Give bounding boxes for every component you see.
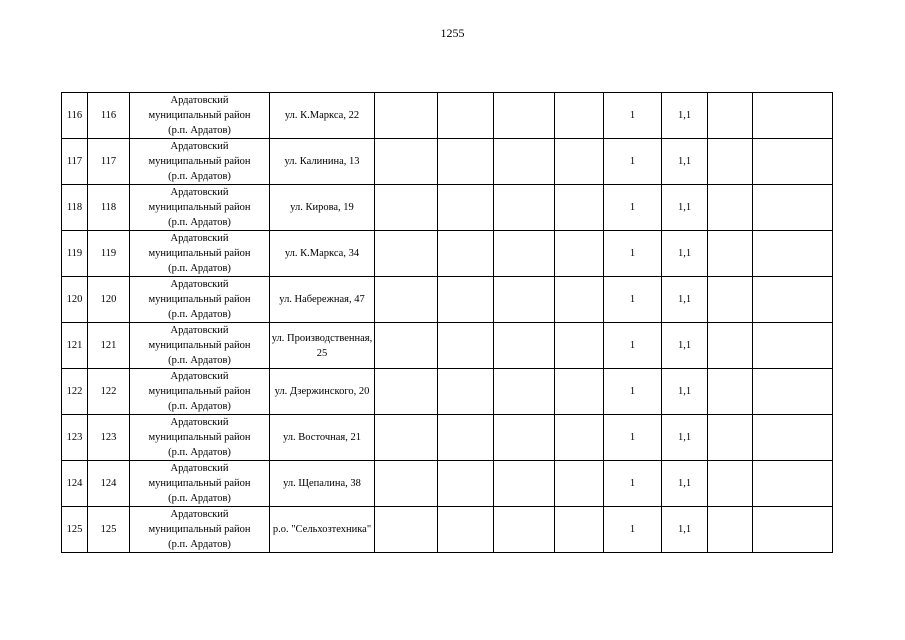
empty-cell: [708, 507, 753, 553]
empty-cell: [555, 369, 604, 415]
district-cell: Ардатовский муниципальный район (р.п. Ардатов): [130, 323, 270, 369]
district-cell: Ардатовский муниципальный район (р.п. Ардатов): [130, 507, 270, 553]
empty-cell: [555, 461, 604, 507]
empty-cell: [555, 231, 604, 277]
record-id: 125: [88, 507, 130, 553]
empty-cell: [438, 139, 494, 185]
empty-cell: [375, 139, 438, 185]
empty-cell: [753, 461, 833, 507]
empty-cell: [494, 323, 555, 369]
record-id: 124: [88, 461, 130, 507]
page-number: 1255: [440, 26, 465, 40]
empty-cell: [438, 277, 494, 323]
value-cell: 1,1: [662, 415, 708, 461]
empty-cell: [438, 369, 494, 415]
value-cell: 1,1: [662, 231, 708, 277]
empty-cell: [375, 185, 438, 231]
value-cell: 1,1: [662, 369, 708, 415]
row-number: 122: [62, 369, 88, 415]
district-cell: Ардатовский муниципальный район (р.п. Ардатов): [130, 93, 270, 139]
district-cell: Ардатовский муниципальный район (р.п. Ардатов): [130, 461, 270, 507]
record-id: 120: [88, 277, 130, 323]
value-cell: 1,1: [662, 507, 708, 553]
empty-cell: [438, 507, 494, 553]
empty-cell: [375, 461, 438, 507]
empty-cell: [753, 139, 833, 185]
address-cell: ул. К.Маркса, 22: [270, 93, 375, 139]
empty-cell: [555, 277, 604, 323]
empty-cell: [708, 369, 753, 415]
empty-cell: [753, 507, 833, 553]
address-cell: ул. К.Маркса, 34: [270, 231, 375, 277]
empty-cell: [708, 93, 753, 139]
table-row: [62, 185, 833, 231]
empty-cell: [375, 93, 438, 139]
empty-cell: [494, 231, 555, 277]
row-number: 120: [62, 277, 88, 323]
empty-cell: [494, 369, 555, 415]
address-cell: ул. Дзержинского, 20: [270, 369, 375, 415]
table-row: [62, 231, 833, 277]
empty-cell: [494, 139, 555, 185]
empty-cell: [555, 415, 604, 461]
empty-cell: [494, 461, 555, 507]
row-number: 117: [62, 139, 88, 185]
empty-cell: [753, 415, 833, 461]
value-cell: 1,1: [662, 277, 708, 323]
empty-cell: [708, 185, 753, 231]
row-number: 121: [62, 323, 88, 369]
empty-cell: [438, 93, 494, 139]
empty-cell: [753, 369, 833, 415]
empty-cell: [708, 415, 753, 461]
empty-cell: [375, 277, 438, 323]
empty-cell: [708, 277, 753, 323]
address-cell: ул. Производственная, 25: [270, 323, 375, 369]
count-cell: 1: [604, 139, 662, 185]
row-number: 118: [62, 185, 88, 231]
table-row: [62, 277, 833, 323]
value-cell: 1,1: [662, 139, 708, 185]
address-cell: ул. Восточная, 21: [270, 415, 375, 461]
record-id: 116: [88, 93, 130, 139]
row-number: 123: [62, 415, 88, 461]
empty-cell: [494, 415, 555, 461]
empty-cell: [753, 323, 833, 369]
district-cell: Ардатовский муниципальный район (р.п. Ардатов): [130, 185, 270, 231]
registry-table: [61, 92, 833, 553]
empty-cell: [438, 415, 494, 461]
empty-cell: [555, 139, 604, 185]
table-row: [62, 507, 833, 553]
value-cell: 1,1: [662, 461, 708, 507]
table-row: [62, 415, 833, 461]
empty-cell: [438, 323, 494, 369]
address-cell: р.о. "Сельхозтехника": [270, 507, 375, 553]
table-row: [62, 139, 833, 185]
empty-cell: [555, 93, 604, 139]
address-cell: ул. Набережная, 47: [270, 277, 375, 323]
district-cell: Ардатовский муниципальный район (р.п. Ардатов): [130, 369, 270, 415]
address-cell: ул. Кирова, 19: [270, 185, 375, 231]
empty-cell: [555, 185, 604, 231]
address-cell: ул. Калинина, 13: [270, 139, 375, 185]
value-cell: 1,1: [662, 323, 708, 369]
empty-cell: [708, 231, 753, 277]
empty-cell: [708, 461, 753, 507]
empty-cell: [494, 93, 555, 139]
table-row: [62, 369, 833, 415]
count-cell: 1: [604, 461, 662, 507]
row-number: 116: [62, 93, 88, 139]
address-cell: ул. Щепалина, 38: [270, 461, 375, 507]
empty-cell: [753, 231, 833, 277]
district-cell: Ардатовский муниципальный район (р.п. Ардатов): [130, 139, 270, 185]
district-cell: Ардатовский муниципальный район (р.п. Ардатов): [130, 277, 270, 323]
record-id: 117: [88, 139, 130, 185]
record-id: 123: [88, 415, 130, 461]
count-cell: 1: [604, 507, 662, 553]
empty-cell: [708, 139, 753, 185]
count-cell: 1: [604, 277, 662, 323]
empty-cell: [375, 323, 438, 369]
count-cell: 1: [604, 93, 662, 139]
row-number: 125: [62, 507, 88, 553]
record-id: 118: [88, 185, 130, 231]
count-cell: 1: [604, 231, 662, 277]
district-cell: Ардатовский муниципальный район (р.п. Ардатов): [130, 231, 270, 277]
count-cell: 1: [604, 415, 662, 461]
value-cell: 1,1: [662, 93, 708, 139]
district-cell: Ардатовский муниципальный район (р.п. Ардатов): [130, 415, 270, 461]
record-id: 122: [88, 369, 130, 415]
row-number: 124: [62, 461, 88, 507]
record-id: 119: [88, 231, 130, 277]
empty-cell: [375, 369, 438, 415]
empty-cell: [375, 415, 438, 461]
empty-cell: [494, 185, 555, 231]
value-cell: 1,1: [662, 185, 708, 231]
table-row: [62, 93, 833, 139]
empty-cell: [708, 323, 753, 369]
count-cell: 1: [604, 323, 662, 369]
empty-cell: [438, 231, 494, 277]
empty-cell: [438, 461, 494, 507]
count-cell: 1: [604, 185, 662, 231]
empty-cell: [753, 185, 833, 231]
row-number: 119: [62, 231, 88, 277]
empty-cell: [494, 507, 555, 553]
count-cell: 1: [604, 369, 662, 415]
record-id: 121: [88, 323, 130, 369]
empty-cell: [753, 277, 833, 323]
empty-cell: [555, 507, 604, 553]
empty-cell: [375, 507, 438, 553]
empty-cell: [438, 185, 494, 231]
empty-cell: [555, 323, 604, 369]
table-row: [62, 323, 833, 369]
empty-cell: [494, 277, 555, 323]
empty-cell: [753, 93, 833, 139]
table-row: [62, 461, 833, 507]
empty-cell: [375, 231, 438, 277]
